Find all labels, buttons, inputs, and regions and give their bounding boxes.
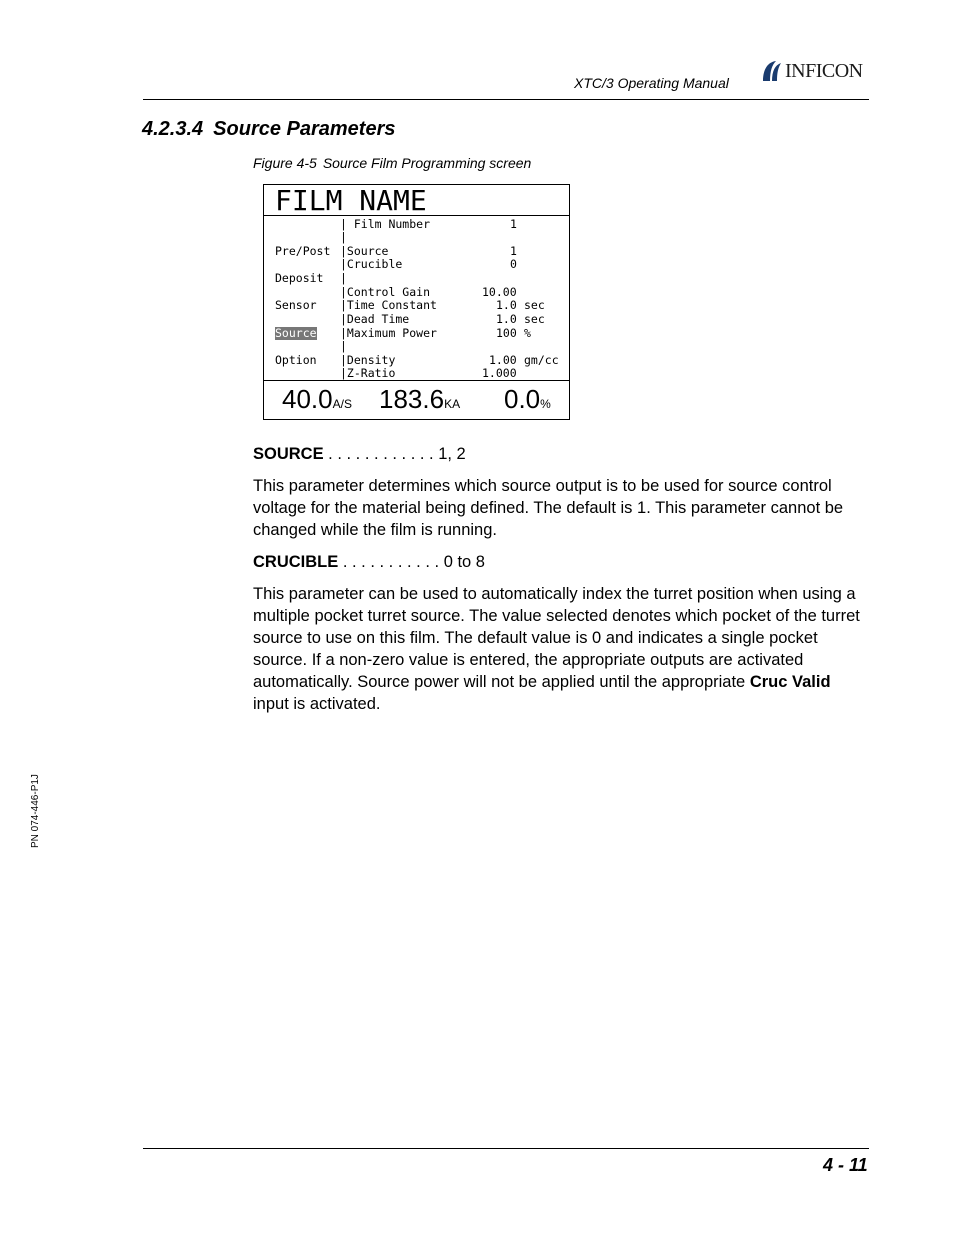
thickness-value: 183.6 <box>379 384 445 414</box>
param-dead-time-label: |Dead Time <box>340 312 410 326</box>
crucible-param-range: 0 to 8 <box>443 553 485 571</box>
param-crucible-label: |Crucible <box>340 257 403 271</box>
source-param-range: 1, 2 <box>438 445 466 463</box>
crucible-description-end: input is activated. <box>253 695 381 713</box>
crucible-param-name: CRUCIBLE <box>253 553 339 571</box>
menu-item-deposit[interactable]: Deposit <box>275 271 324 285</box>
source-param-name: SOURCE <box>253 445 324 463</box>
crucible-param-row <box>253 551 485 573</box>
param-z-ratio-value: 1.000 <box>482 366 517 380</box>
inficon-logo-icon <box>760 59 782 83</box>
param-time-constant-label: |Time Constant <box>340 298 437 312</box>
crucible-description <box>253 583 869 715</box>
rate-value: 40.0 <box>282 384 333 414</box>
brand-name: INFICON <box>785 59 863 82</box>
footer-rule <box>143 1148 869 1149</box>
source-param-dots: . . . . . . . . . . . . <box>323 445 439 463</box>
crucible-description-text: This parameter can be used to automatically index the turret position when using a multiple pocket turret source. The value selected denotes which pocket of the turret source to use on this film. The default value is 0 and indicates a single pocket source. If a non-zero value is entered, the appropriate outputs are activated automatically. Source power will not be applied until the appropriate <box>253 585 860 691</box>
menu-item-option[interactable]: Option <box>275 353 317 367</box>
figure-caption <box>253 155 531 171</box>
param-source-value: 1 <box>510 244 517 258</box>
section-heading <box>142 118 396 141</box>
inficon-logo <box>760 58 863 84</box>
param-maximum-power-value: 100 <box>496 326 517 340</box>
param-maximum-power-unit: % <box>524 326 531 340</box>
crucible-param-dots: . . . . . . . . . . . <box>338 553 444 571</box>
param-crucible-value: 0 <box>510 257 517 271</box>
param-control-gain-label: |Control Gain <box>340 285 431 299</box>
power-unit: % <box>540 397 551 411</box>
param-dead-time-value: 1.0 <box>496 312 517 326</box>
thickness-unit: KA <box>444 397 461 411</box>
param-maximum-power-label: |Maximum Power <box>340 326 437 340</box>
menu-item-pre-post[interactable]: Pre/Post <box>275 244 331 258</box>
param-source-label: |Source <box>340 244 389 258</box>
cruc-valid-term: Cruc Valid <box>749 673 831 691</box>
screen-title: FILM NAME <box>275 184 427 217</box>
param-film-number-value: 1 <box>510 217 517 231</box>
menu-item-sensor[interactable]: Sensor <box>275 298 317 312</box>
rate-unit: A/S <box>332 397 352 411</box>
param-density-unit: gm/cc <box>524 353 559 367</box>
screen-body <box>264 216 569 380</box>
page-number: 4 - 11 <box>823 1155 868 1175</box>
param-z-ratio-label: |Z-Ratio <box>340 366 396 380</box>
param-density-value: 1.00 <box>489 353 517 367</box>
menu-item-source[interactable]: Source <box>275 326 317 340</box>
power-value: 0.0 <box>504 384 541 414</box>
film-programming-screen <box>263 184 570 420</box>
param-time-constant-value: 1.0 <box>496 298 517 312</box>
source-param-row <box>253 443 466 465</box>
power-readout <box>504 384 551 419</box>
param-separator: | <box>340 230 347 244</box>
figure-caption-text: Source Film Programming screen <box>322 155 532 171</box>
screen-readouts <box>264 380 569 419</box>
thickness-readout <box>379 384 460 419</box>
param-film-number-label: | Film Number <box>340 217 431 231</box>
figure-label: Figure 4-5 <box>253 155 317 171</box>
param-separator: | <box>340 339 347 353</box>
param-density-label: |Density <box>340 353 396 367</box>
screen-title-bar <box>264 185 569 216</box>
param-control-gain-value: 10.00 <box>482 285 517 299</box>
section-number: 4.2.3.4 <box>142 118 204 140</box>
rate-readout <box>282 384 352 419</box>
param-separator: | <box>340 271 347 285</box>
header-rule <box>143 99 869 100</box>
manual-title: XTC/3 Operating Manual <box>574 75 729 91</box>
section-title: Source Parameters <box>213 118 396 140</box>
source-description: This parameter determines which source output is to be used for source control voltage for the material being defined. The default is 1. This parameter cannot be changed while the film is running. <box>253 477 844 539</box>
param-dead-time-unit: sec <box>524 312 545 326</box>
param-time-constant-unit: sec <box>524 298 545 312</box>
part-number: PN 074-446-P1J <box>30 774 41 848</box>
